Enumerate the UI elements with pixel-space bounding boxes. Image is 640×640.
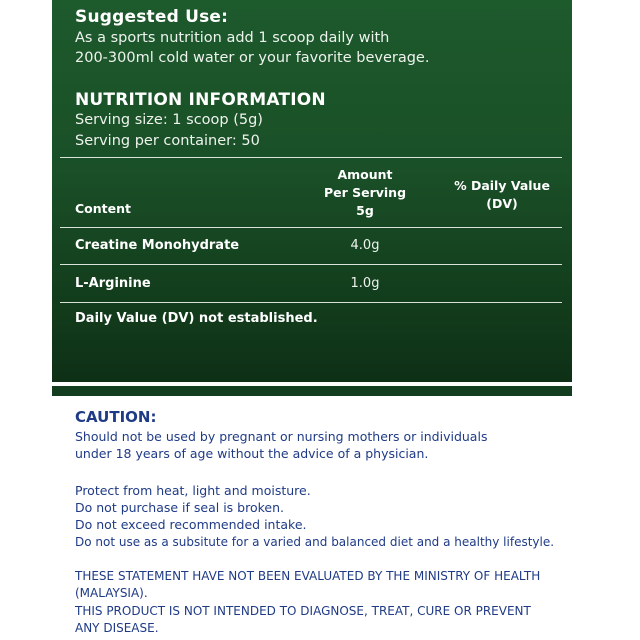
suggested-use-line: 200-300ml cold water or your favorite beverage. <box>75 50 430 66</box>
nutrition-info-title: NUTRITION INFORMATION <box>75 90 326 110</box>
header-content: Content <box>75 201 131 216</box>
nutrition-panel <box>52 0 572 382</box>
caution-line: Should not be used by pregnant or nursing mothers or individuals <box>75 429 488 444</box>
panel-bottom-rule <box>52 386 572 396</box>
table-divider <box>60 302 562 303</box>
servings-per-container: Serving per container: 50 <box>75 133 260 149</box>
header-amount <box>315 166 415 220</box>
table-divider <box>60 157 562 158</box>
header-amount-line: 5g <box>356 203 374 218</box>
header-amount-line: Per Serving <box>323 185 407 200</box>
suggested-use-line: As a sports nutrition add 1 scoop daily with <box>75 30 390 46</box>
caution-line: THESE STATEMENT HAVE NOT BEEN EVALUATED BY THE MINISTRY OF HEALTH <box>75 569 541 583</box>
caution-line: Do not use as a subsitute for a varied and balanced diet and a healthy lifestyle. <box>75 535 555 549</box>
serving-size: Serving size: 1 scoop (5g) <box>75 112 263 128</box>
caution-line: under 18 years of age without the advice of a physician. <box>75 446 429 461</box>
header-dv-line: % Daily Value <box>454 178 550 193</box>
suggested-use-title: Suggested Use: <box>75 7 229 27</box>
caution-line: (MALAYSIA). <box>75 586 148 600</box>
caution-line: Protect from heat, light and moisture. <box>75 483 311 498</box>
caution-line: Do not exceed recommended intake. <box>75 517 307 532</box>
row-name: L-Arginine <box>75 276 151 291</box>
header-dv-line: (DV) <box>486 196 518 211</box>
caution-line: THIS PRODUCT IS NOT INTENDED TO DIAGNOSE, TREAT, CURE OR PREVENT <box>75 604 531 618</box>
header-amount-line: Amount <box>337 167 393 182</box>
table-divider <box>60 227 562 228</box>
caution-line: ANY DISEASE. <box>75 621 159 635</box>
row-amount: 4.0g <box>350 238 380 253</box>
caution-line: Do not purchase if seal is broken. <box>75 500 284 515</box>
row-amount: 1.0g <box>350 276 380 291</box>
row-name: Creatine Monohydrate <box>75 238 240 253</box>
dv-footnote: Daily Value (DV) not established. <box>75 311 318 326</box>
caution-title: CAUTION: <box>75 408 157 426</box>
table-divider <box>60 264 562 265</box>
header-dv <box>446 177 558 213</box>
